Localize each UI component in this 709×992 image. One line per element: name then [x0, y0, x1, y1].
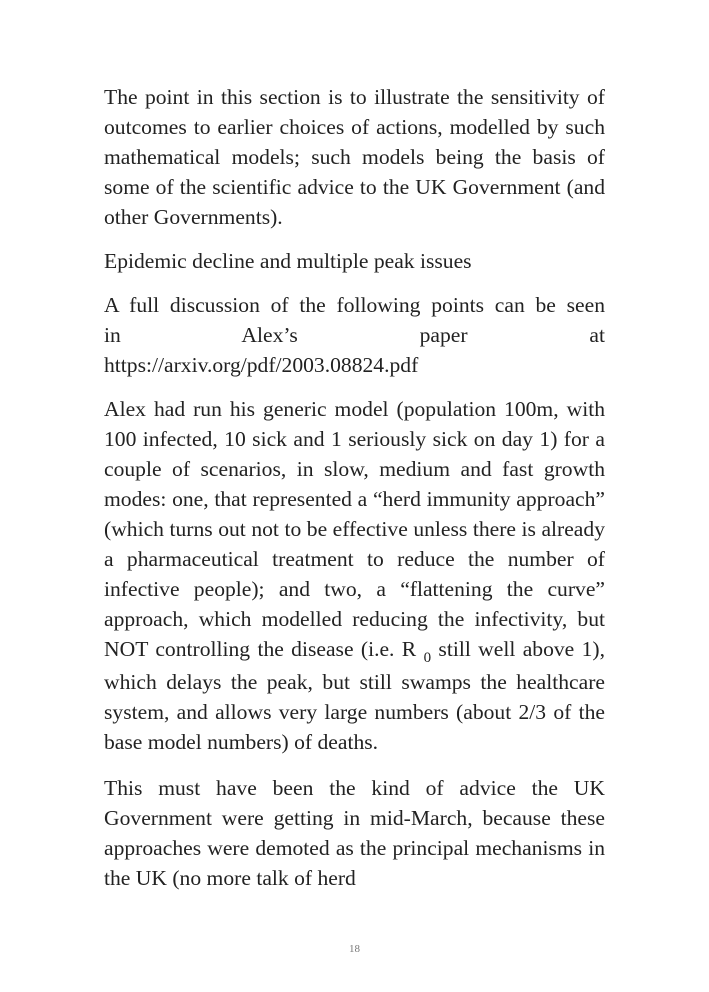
discussion-line-1: A full discussion of the following points can be seen: [104, 293, 605, 317]
discussion-paragraph: [104, 290, 605, 380]
discussion-line-2: in Alex’s paper at: [104, 323, 605, 347]
advice-paragraph: This must have been the kind of advice the UK Government were getting in mid-March, because these approaches were demoted as the principal mechanisms in the UK (no more talk of herd: [104, 776, 605, 890]
paper-url: https://arxiv.org/pdf/2003.08824.pdf: [104, 353, 419, 377]
section-heading: Epidemic decline and multiple peak issues: [104, 249, 472, 273]
r-subscript: 0: [423, 650, 432, 666]
model-paragraph: [104, 394, 605, 757]
intro-paragraph: The point in this section is to illustrate the sensitivity of outcomes to earlier choices of actions, modelled by such mathematical models; such models being the basis of some of the scientific advice to the UK Government (and other Governments).: [104, 85, 605, 229]
page-number: 18: [349, 943, 360, 955]
model-text-part1: Alex had run his generic model (population 100m, with 100 infected, 10 sick and 1 seriously sick on day 1) for a couple of scenarios, in slow, medium and fast growth modes: one, that represented a “herd immunity approach” (which turns out not to be effective unless there is already a pharmaceutical treatment to reduce the number of infective people); and two, a “flattening the curve” approach, which modelled reducing the infectivity, but NOT controlling the disease (i.e. R: [104, 397, 605, 661]
page-body: [104, 82, 605, 893]
model-text-part2: still well above 1), which delays the peak, but still swamps the healthcare system, and allows very large numbers (about 2/3 of the base model numbers) of deaths.: [104, 637, 605, 754]
